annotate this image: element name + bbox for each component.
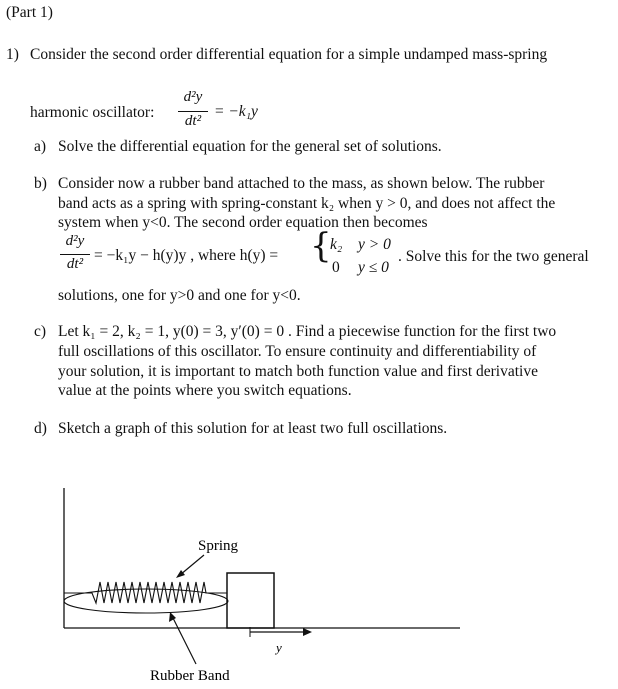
part-heading: (Part 1) — [6, 4, 53, 21]
part-a-text: Solve the differential equation for the general set of solutions. — [58, 138, 442, 155]
part-d-text: Sketch a graph of this solution for at least two full oscillations. — [58, 420, 448, 437]
spring-pointer — [180, 555, 204, 575]
part-b-label: b) — [34, 175, 47, 192]
question-prefix: harmonic oscillator: — [30, 104, 155, 121]
part-c-line4: value at the points where you switch equations. — [58, 382, 352, 399]
rubber-band-pointer — [172, 616, 196, 664]
question-number: 1) — [6, 46, 19, 63]
case2-condition: y ≤ 0 — [358, 259, 389, 276]
case1-condition: y > 0 — [358, 236, 391, 253]
part-c-line2: full oscillations of this oscillator. To ensure continuity and differentiability of — [58, 343, 537, 360]
equation-rhs: = −k₁y — [214, 103, 258, 120]
part-b-line2: band acts as a spring with spring-constant k₂ when y > 0, and does not affect the — [58, 195, 556, 212]
y-label: y — [276, 640, 282, 655]
part-c-line1: Let k₁ = 2, k₂ = 1, y(0) = 3, y′(0) = 0 . Find a piecewise function for the first two — [58, 323, 557, 340]
part-d-label: d) — [34, 420, 47, 437]
equation-b-denominator: dt² — [66, 256, 84, 272]
rubber-band-label: Rubber Band — [150, 668, 230, 684]
spring-label: Spring — [198, 538, 239, 554]
mass-block — [227, 573, 274, 628]
equation-numerator: d²y — [183, 89, 203, 105]
part-c-line3: your solution, it is important to match both function value and first derivative — [58, 363, 538, 380]
part-a-label: a) — [34, 138, 47, 155]
equation-b-after: . Solve this for the two general — [398, 248, 589, 265]
part-c-label: c) — [34, 323, 47, 340]
equation-b-middle: = −k₁y − h(y)y , where h(y) = — [94, 247, 279, 264]
part-b-line1: Consider now a rubber band attached to the mass, as shown below. The rubber — [58, 175, 545, 192]
piecewise-brace: { — [310, 226, 332, 266]
question-text: Consider the second order differential equation for a simple undamped mass-spring — [30, 46, 548, 63]
case2-value: 0 — [332, 259, 340, 276]
rubber-band-pointer-head — [169, 612, 176, 622]
part-b-line3: system when y<0. The second order equation then becomes — [58, 214, 428, 231]
case1-value: k₂ — [330, 236, 343, 253]
equation-denominator: dt² — [184, 113, 202, 129]
y-arrow-head — [303, 628, 312, 636]
part-b-line5: solutions, one for y>0 and one for y<0. — [58, 287, 301, 304]
equation-b-numerator: d²y — [65, 233, 85, 249]
